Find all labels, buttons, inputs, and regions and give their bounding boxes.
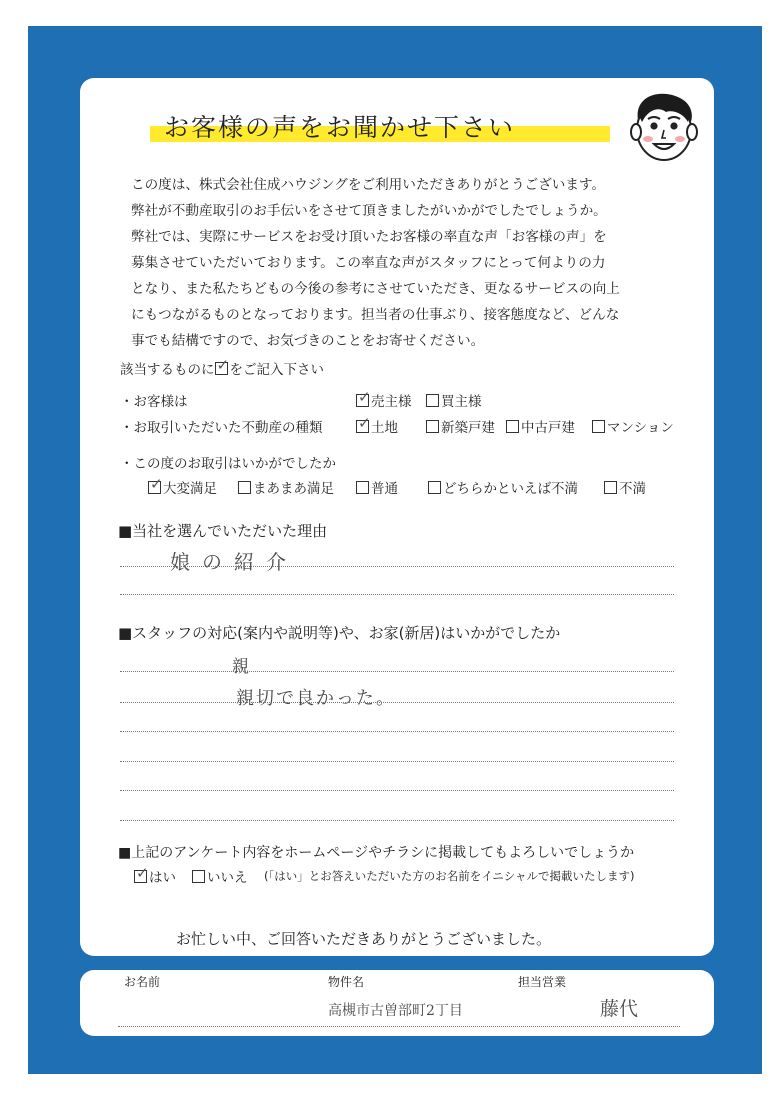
intro-line: 募集させていただいております。この率直な声がスタッフにとって何よりの力 bbox=[131, 255, 606, 271]
option-normal[interactable]: 普通 bbox=[356, 477, 398, 497]
checkbox[interactable] bbox=[428, 481, 441, 494]
option-somewhat-dissatisfied[interactable]: どちらかといえば不満 bbox=[428, 477, 578, 497]
answer-line bbox=[120, 671, 674, 672]
checkbox[interactable]: ✓ bbox=[358, 414, 371, 432]
staff-heading: ■スタッフの対応(案内や説明等)や、お家(新居)はいかがでしたか bbox=[118, 624, 561, 642]
answer-line bbox=[120, 820, 674, 821]
intro-line: 弊社では、実際にサービスをお受け頂いたお客様の率直な声「お客様の声」を bbox=[131, 229, 607, 245]
staff-face-icon bbox=[620, 86, 704, 166]
intro-line: 事でも結構ですので、お気づきのことをお寄せください。 bbox=[131, 333, 485, 349]
option-used-house[interactable]: 中古戸建 bbox=[506, 416, 575, 436]
checkbox[interactable] bbox=[192, 870, 205, 883]
sample-checkbox: ✓ bbox=[216, 356, 230, 374]
option-land[interactable]: ✓ 土地 bbox=[358, 414, 398, 436]
intro-line: この度は、株式会社住成ハウジングをご利用いただきありがとうございます。 bbox=[131, 177, 606, 193]
option-dissatisfied[interactable]: 不満 bbox=[604, 477, 646, 497]
page-title: お客様の声をお聞かせ下さい bbox=[164, 113, 516, 142]
checkbox[interactable]: ✓ bbox=[136, 864, 149, 882]
option-yes[interactable]: ✓ はい bbox=[136, 864, 176, 886]
option-seller[interactable]: ✓ 売主様 bbox=[358, 388, 412, 410]
staff-label: 担当営業 bbox=[518, 975, 567, 989]
answer-line bbox=[120, 566, 674, 567]
property-type-label: ・お取引いただいた不動産の種類 bbox=[120, 420, 323, 436]
consent-heading: ■上記のアンケート内容をホームページやチラシに掲載してもよろしいでしょうか bbox=[118, 845, 635, 861]
instructions-pre: 該当するものに bbox=[120, 362, 215, 378]
customer-type-label: ・お客様は bbox=[120, 394, 188, 410]
property-label: 物件名 bbox=[328, 975, 365, 989]
name-label: お名前 bbox=[124, 975, 161, 989]
answer-line bbox=[120, 702, 674, 703]
intro-text bbox=[131, 172, 701, 354]
option-mansion[interactable]: マンション bbox=[592, 416, 674, 436]
consent-note: (「はい」とお答えいただいた方のお名前をイニシャルで掲載いたします) bbox=[264, 869, 635, 883]
staff-value[interactable]: 藤代 bbox=[600, 998, 639, 1020]
intro-line: にもつながるものとなっております。担当者の仕事ぶり、接客態度など、どんな bbox=[131, 307, 620, 323]
checkbox[interactable] bbox=[426, 394, 439, 407]
option-fairly-satisfied[interactable]: まあまあ満足 bbox=[238, 477, 334, 497]
checkbox[interactable]: ✓ bbox=[150, 475, 163, 493]
option-new-house[interactable]: 新築戸建 bbox=[426, 416, 495, 436]
checkbox[interactable] bbox=[356, 481, 369, 494]
checkbox[interactable] bbox=[238, 481, 251, 494]
property-value[interactable]: 高槻市古曽部町2丁目 bbox=[328, 1003, 463, 1019]
checkbox[interactable]: ✓ bbox=[358, 388, 371, 406]
option-very-satisfied[interactable]: ✓ 大変満足 bbox=[150, 475, 217, 497]
reason-answer[interactable]: 娘の紹介 bbox=[170, 550, 298, 574]
intro-line: 弊社が不動産取引のお手伝いをさせて頂きましたがいかがでしたでしょうか。 bbox=[131, 203, 607, 219]
answer-line bbox=[120, 731, 674, 732]
thanks-message: お忙しい中、ご回答いただきありがとうございました。 bbox=[176, 930, 552, 948]
option-no[interactable]: いいえ bbox=[192, 866, 248, 886]
answer-line bbox=[120, 761, 674, 762]
reason-heading: ■当社を選んでいただいた理由 bbox=[118, 522, 328, 540]
answer-line bbox=[120, 790, 674, 791]
instructions-post: をご記入下さい bbox=[229, 362, 324, 378]
intro-line: となり、また私たちどもの今後の参考にさせていただき、更なるサービスの向上 bbox=[131, 281, 620, 297]
checkbox[interactable] bbox=[426, 420, 439, 433]
checkbox[interactable] bbox=[506, 420, 519, 433]
satisfaction-label: ・この度のお取引はいかがでしたか bbox=[120, 456, 336, 472]
checkbox[interactable] bbox=[592, 420, 605, 433]
option-buyer[interactable]: 買主様 bbox=[426, 390, 482, 410]
instructions bbox=[120, 358, 324, 378]
checkbox[interactable] bbox=[604, 481, 617, 494]
answer-line bbox=[120, 594, 674, 595]
footer-line bbox=[118, 1026, 680, 1027]
staff-answer-line1[interactable]: 親 bbox=[232, 657, 249, 677]
staff-answer-line2[interactable]: 親切で良かった。 bbox=[236, 688, 396, 709]
